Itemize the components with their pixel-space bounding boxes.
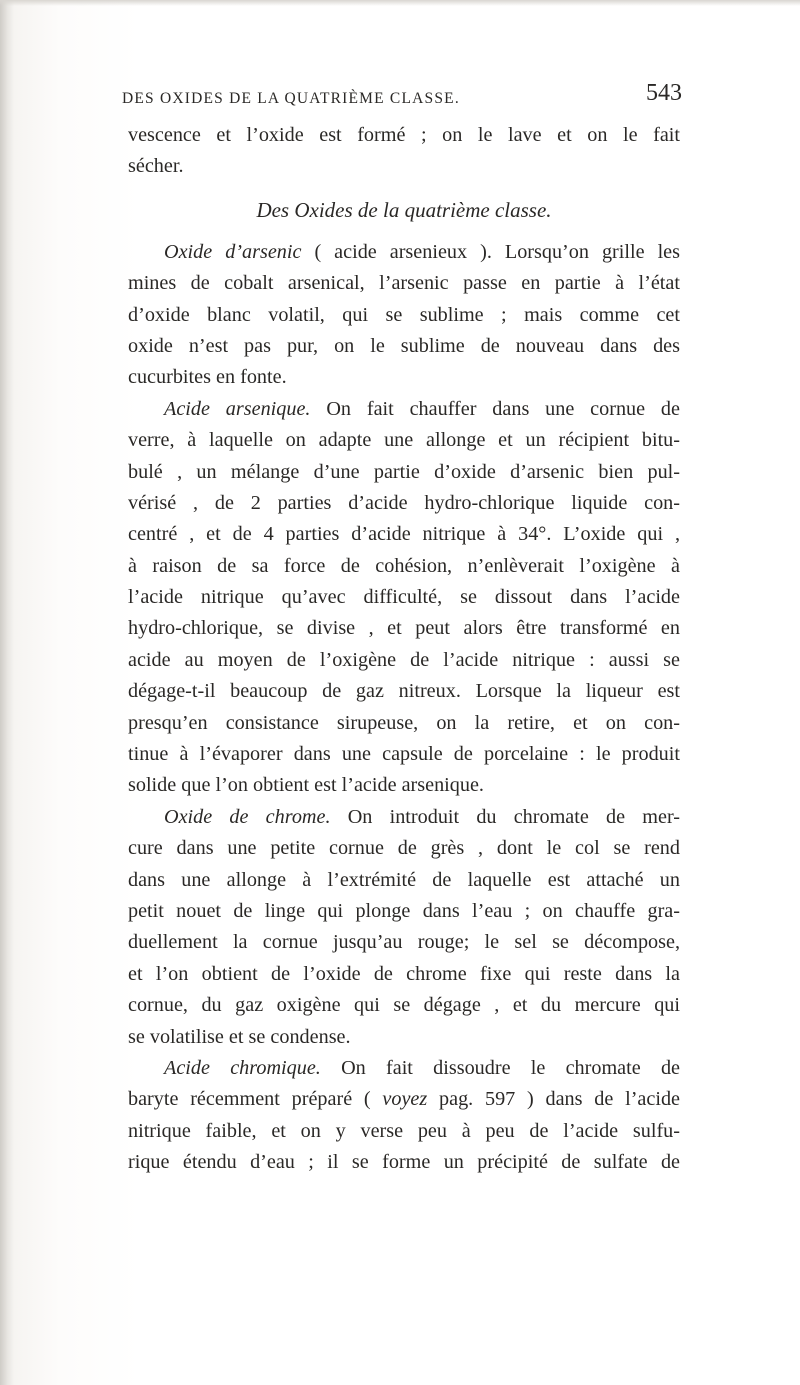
text-line: hydro-chlorique, se divise , et peut alors être transformé en xyxy=(128,617,680,640)
text-line: mines de cobalt arsenical, l’arsenic passe en partie à l’état xyxy=(128,272,680,295)
text-line: rique étendu d’eau ; il se forme un précipité de sulfate de xyxy=(128,1151,680,1174)
paragraph-first-line-text: ( acide arsenieux ). Lorsqu’on grille les xyxy=(301,240,680,263)
text-line: cucurbites en fonte. xyxy=(128,366,287,389)
paragraph-first-line xyxy=(128,802,680,833)
text-line: acide au moyen de l’oxigène de l’acide nitrique : aussi se xyxy=(128,648,680,671)
paragraph-first-line-text: On fait dissoudre le chromate de xyxy=(320,1056,680,1079)
text-line xyxy=(128,1084,680,1115)
text-line: duellement la cornue jusqu’au rouge; le sel se décompose, xyxy=(128,931,680,954)
text-line: d’oxide blanc volatil, qui se sublime ; mais comme cet xyxy=(128,303,680,326)
paragraph-term: Acide chromique. xyxy=(164,1056,321,1079)
text-line: se volatilise et se condense. xyxy=(128,1025,351,1048)
text-line: sécher. xyxy=(128,155,184,178)
paragraph-first-line xyxy=(128,1053,680,1084)
text-line: presqu’en consistance sirupeuse, on la retire, et on con- xyxy=(128,711,680,734)
text-line: petit nouet de linge qui plonge dans l’eau ; on chauffe gra- xyxy=(128,899,680,922)
text-line: cornue, du gaz oxigène qui se dégage , et du mercure qui xyxy=(128,994,680,1017)
text-line: verre, à laquelle on adapte une allonge et un récipient bitu- xyxy=(128,429,680,452)
text-line: bulé , un mélange d’une partie d’oxide d’arsenic bien pul- xyxy=(128,460,680,483)
paragraph-term: Acide arsenique. xyxy=(164,397,311,420)
text-line: solide que l’on obtient est l’acide arsenique. xyxy=(128,774,484,797)
text-line: dans une allonge à l’extrémité de laquelle est attaché un xyxy=(128,868,680,891)
paragraph-term: Oxide d’arsenic xyxy=(164,240,302,263)
running-title: DES OXIDES DE LA QUATRIÈME CLASSE. xyxy=(122,90,460,107)
running-head xyxy=(122,80,682,116)
body-text xyxy=(128,120,680,1179)
text-line: l’acide nitrique qu’avec difficulté, se dissout dans l’acide xyxy=(128,586,680,609)
cross-reference: voyez xyxy=(382,1088,428,1111)
text-line: tinue à l’évaporer dans une capsule de porcelaine : le produit xyxy=(128,743,680,766)
section-heading: Des Oxides de la quatrième classe. xyxy=(256,197,552,222)
text-line: vérisé , de 2 parties d’acide hydro-chlorique liquide con- xyxy=(128,491,680,514)
paragraph-first-line-text: On introduit du chromate de mer- xyxy=(330,805,680,828)
paragraph-first-line xyxy=(128,394,680,425)
page-number: 543 xyxy=(646,80,682,106)
text-line: centré , et de 4 parties d’acide nitrique à 34°. L’oxide qui , xyxy=(128,523,680,546)
text-segment: baryte récemment préparé ( xyxy=(128,1088,383,1111)
text-line: vescence et l’oxide est formé ; on le lave et on le fait xyxy=(128,124,680,146)
text-line: à raison de sa force de cohésion, n’enlèverait l’oxigène à xyxy=(128,554,680,577)
text-line: dégage-t-il beaucoup de gaz nitreux. Lorsque la liqueur est xyxy=(128,680,680,703)
paragraph-term: Oxide de chrome. xyxy=(164,805,331,828)
page-top-edge xyxy=(0,0,800,6)
binding-shadow xyxy=(0,0,14,1385)
text-line: cure dans une petite cornue de grès , dont le col se rend xyxy=(128,837,680,860)
paragraph-first-line-text: On fait chauffer dans une cornue de xyxy=(310,397,680,420)
text-line: nitrique faible, et on y verse peu à peu de l’acide sulfu- xyxy=(128,1119,680,1142)
text-line: oxide n’est pas pur, on le sublime de nouveau dans des xyxy=(128,334,680,357)
paragraph-first-line xyxy=(128,237,680,268)
text-line: et l’on obtient de l’oxide de chrome fixe qui reste dans la xyxy=(128,962,680,985)
text-segment: pag. 597 ) dans de l’acide xyxy=(427,1088,680,1111)
